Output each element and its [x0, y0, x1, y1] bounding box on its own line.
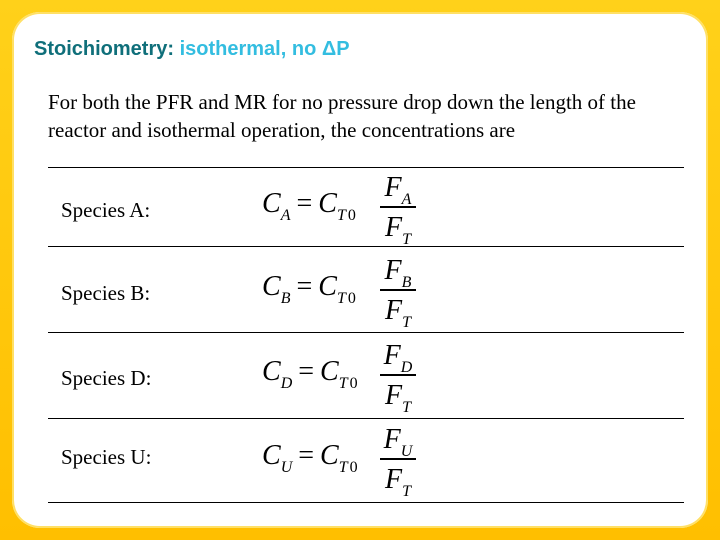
- equation-species-a: $C_A = C_T$ $_0$ $F_A$ $F_T$: [262, 170, 462, 248]
- table-rule-2: [48, 332, 684, 333]
- title-main: Stoichiometry:: [34, 38, 175, 60]
- slide-title: [34, 38, 350, 61]
- table-rule-3: [48, 418, 684, 419]
- species-label-d: Species D:: [61, 366, 152, 390]
- table-rule-bottom: [48, 502, 684, 503]
- table-rule-top: [48, 167, 684, 168]
- species-label-a: Species A:: [61, 198, 151, 222]
- equation-species-d: $C_D = C_T$ $_0$ $F_D$ $F_T$: [262, 338, 462, 416]
- equation-species-b: $C_B = C_T$ $_0$ $F_B$ $F_T$: [262, 253, 462, 331]
- equation-species-u: $C_U = C_T$ $_0$ $F_U$ $F_T$: [262, 422, 462, 500]
- species-label-u: Species U:: [61, 445, 152, 469]
- title-subtitle: isothermal, no ΔP: [179, 38, 350, 60]
- species-label-b: Species B:: [61, 281, 151, 305]
- intro-paragraph: For both the PFR and MR for no pressure drop down the length of the reactor and isothermal operation, the concentrations are: [48, 90, 636, 142]
